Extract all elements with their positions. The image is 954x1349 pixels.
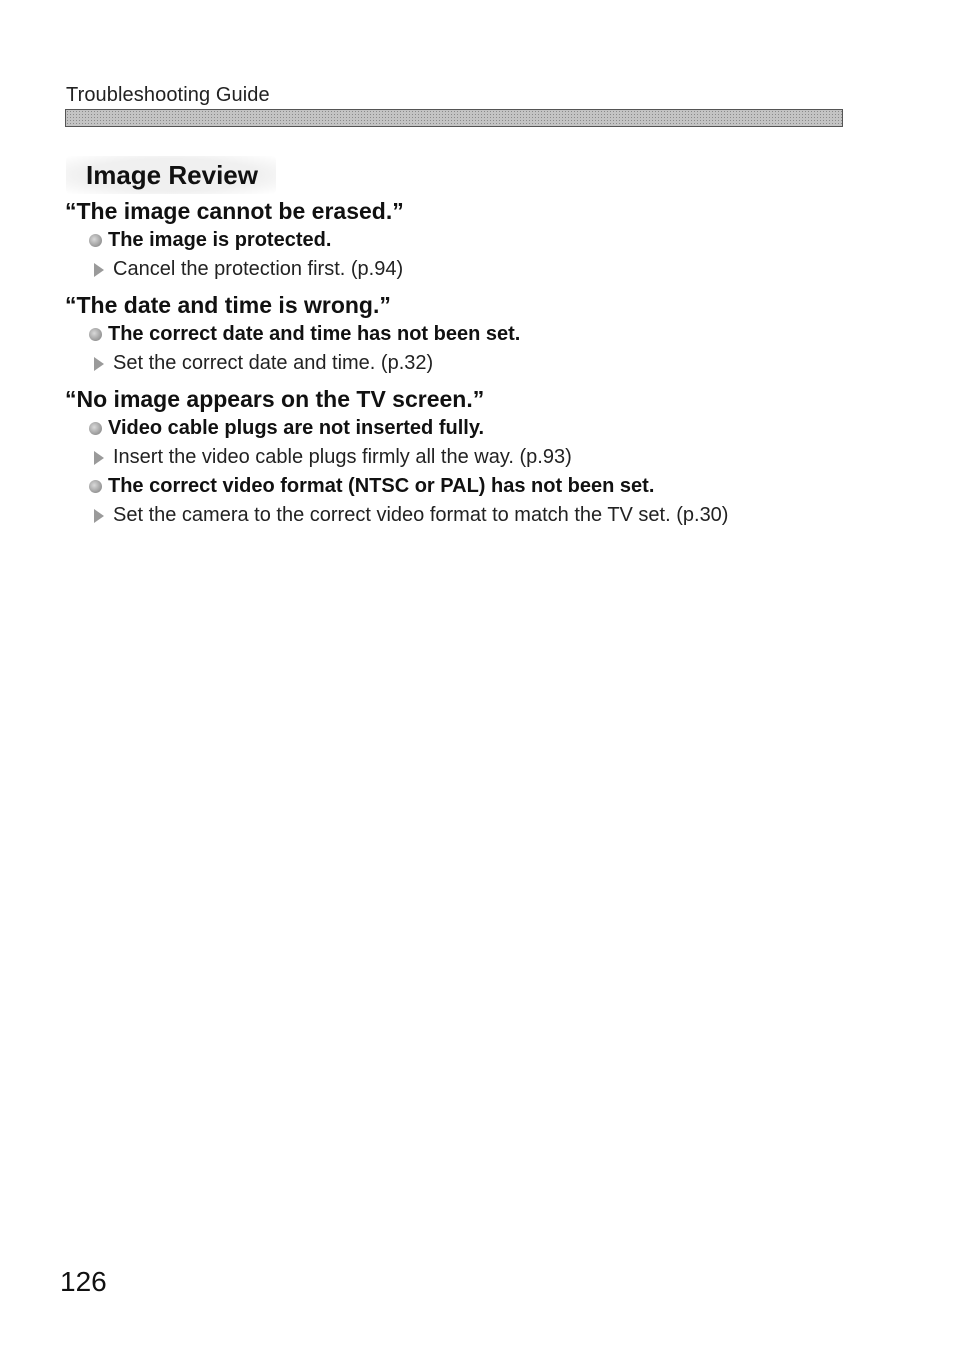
problem-question: “The image cannot be erased.” xyxy=(65,198,404,224)
cause-text: The correct date and time has not been set. xyxy=(108,323,521,345)
remedy-item xyxy=(94,443,905,472)
remedy-text: Set the correct date and time. (p.32) xyxy=(113,352,434,374)
cause-text: Video cable plugs are not inserted fully. xyxy=(108,417,485,439)
gray-circle-icon xyxy=(89,422,102,435)
section-title: Image Review xyxy=(86,159,258,190)
gray-circle-icon xyxy=(89,234,102,247)
cause-text: The image is protected. xyxy=(108,229,332,251)
problem-question: “The date and time is wrong.” xyxy=(65,292,391,318)
remedy-item xyxy=(94,255,905,284)
page-number: 126 xyxy=(60,1266,107,1297)
triangle-arrow-icon xyxy=(94,357,104,371)
running-header: Troubleshooting Guide xyxy=(66,84,270,106)
cause-item xyxy=(89,320,905,349)
remedy-text: Cancel the protection first. (p.94) xyxy=(113,258,404,280)
section-title-box xyxy=(66,156,276,194)
problem-block xyxy=(65,290,905,378)
cause-item xyxy=(89,226,905,255)
problem-question: “No image appears on the TV screen.” xyxy=(65,386,485,412)
triangle-arrow-icon xyxy=(94,451,104,465)
header-rule-bar xyxy=(65,109,843,127)
gray-circle-icon xyxy=(89,328,102,341)
cause-text: The correct video format (NTSC or PAL) has not been set. xyxy=(108,475,655,497)
gray-circle-icon xyxy=(89,480,102,493)
cause-item xyxy=(89,414,905,443)
triangle-arrow-icon xyxy=(94,509,104,523)
remedy-text: Insert the video cable plugs firmly all the way. (p.93) xyxy=(113,446,572,468)
problem-block xyxy=(65,384,905,530)
cause-item xyxy=(89,472,905,501)
remedy-text: Set the camera to the correct video format to match the TV set. (p.30) xyxy=(113,504,729,526)
remedy-item xyxy=(94,501,905,530)
remedy-item xyxy=(94,349,905,378)
triangle-arrow-icon xyxy=(94,263,104,277)
problem-block xyxy=(65,196,905,284)
